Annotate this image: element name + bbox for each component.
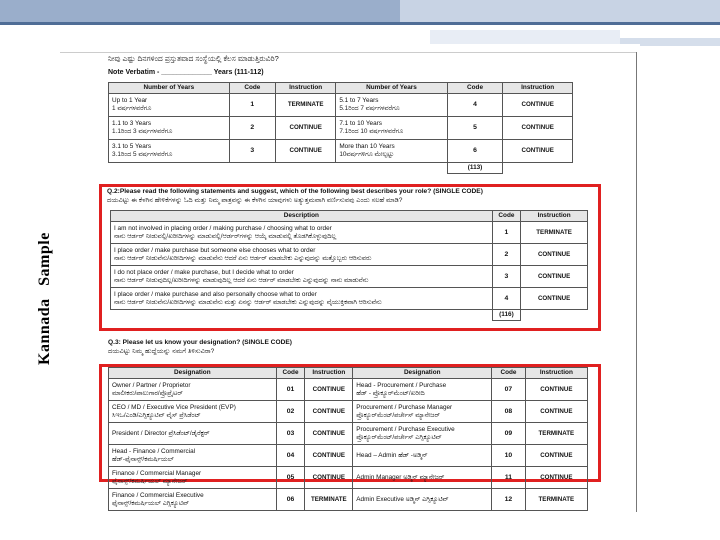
table-row [111, 244, 588, 266]
q3-question-kn: ದಯವಿಟ್ಟು ನಿಮ್ಮ ಹುದ್ದೆಯನ್ನು ನಮಗೆ ತಿಳಿಸುವಿರಾ? [108, 348, 215, 355]
code-cell: 1 [229, 94, 275, 117]
q1-header-code-2: Code [447, 83, 503, 94]
q1-total-row [109, 163, 573, 174]
designation-en: President / Director ಪ್ರೆಸಿಡೆಂಟ್/ಡೈರೆಕ್ಟರ್ [112, 429, 210, 437]
years-en: 7.1 to 10 Years [339, 120, 382, 127]
years-kn: 10ವರ್ಷಗಳಿಗೂ ಮೇಲ್ಪಟ್ಟು [339, 151, 394, 158]
table-row [111, 288, 588, 310]
description-cell [111, 222, 493, 244]
years-kn: 7.1ರಿಂದ 10 ವರ್ಷಗಳವರೆಗೂ [339, 128, 404, 135]
q1-header-instruction: Instruction [276, 83, 336, 94]
years-cell [109, 140, 230, 163]
code-cell: 3 [492, 266, 521, 288]
instruction-cell: CONTINUE [521, 266, 588, 288]
q2-question [107, 187, 597, 205]
designation-en: Head – Admin ಹೆಡ್ -ಅಡ್ಮಿನ್ [356, 451, 428, 459]
slide-header-bar [0, 0, 720, 22]
instruction-cell: CONTINUE [305, 423, 353, 445]
description-kn: ನಾನು ಆರ್ಡರ್ ನೀಡುವೆನು/ಖರೀದಿಗಳನ್ನು ಮಾಡುವೆನು ಆದರೆ ಏನು ಆರ್ಡರ್ ಮಾಡಬೇಕು ಎನ್ನುವುದನ್ನು ಮತ್ತೊಬ್ಬರು ಆರಿಸುವರು [114, 254, 372, 262]
years-cell [336, 117, 447, 140]
questionnaire-page [60, 44, 640, 524]
instruction-cell: CONTINUE [305, 401, 353, 423]
q2-total-spacer [111, 310, 493, 321]
code-cell: 2 [229, 117, 275, 140]
code-cell: 09 [492, 423, 526, 445]
designation-cell [353, 379, 492, 401]
page-right-border [636, 52, 637, 512]
years-kn: 5.1ರಿಂದ 7 ವರ್ಷಗಳವರೆಗೂ [339, 105, 400, 112]
designation-en: CEO / MD / Executive Vice President (EVP) [112, 403, 236, 411]
q3-header-instruction: Instruction [305, 368, 353, 379]
designation-kn: ಪ್ರೊಕ್ಯೂರ್‌ಮೆಂಟ್/ಪರ್ಚೇಸ್ ಎಗ್ಸಿಕ್ಯೂಟಿವ್ [356, 433, 442, 441]
q2-question-en: Q.2:Please read the following statements and suggest, which of the following best describes your role? (SINGLE CODE) [107, 188, 483, 195]
instruction-cell: CONTINUE [305, 445, 353, 467]
page-top-rule [60, 52, 636, 53]
code-cell: 10 [492, 445, 526, 467]
instruction-cell: TERMINATE [525, 489, 587, 511]
instruction-cell: CONTINUE [276, 140, 336, 163]
code-cell: 06 [276, 489, 305, 511]
q2-header-description: Description [111, 211, 493, 222]
years-kn: 3.1ರಿಂದ 5 ವರ್ಷಗಳವರೆಗೂ [112, 151, 173, 158]
designation-cell [109, 489, 277, 511]
description-en: I place order / make purchase but someone else chooses what to order [114, 246, 316, 254]
designation-en: Admin Executive ಅಡ್ಮಿನ್ ಎಗ್ಸಿಕ್ಯೂಟಿವ್ [356, 495, 449, 503]
q1-table [108, 82, 573, 174]
designation-kn: ಪ್ರೊಕ್ಯೂರ್‌ಮೆಂಟ್/ಪರ್ಚೇಸ್ ಮ್ಯಾನೇಜರ್ [356, 411, 440, 419]
designation-cell [353, 423, 492, 445]
q3-table [108, 367, 588, 511]
description-en: I do not place order / make purchase, but I decide what to order [114, 268, 294, 276]
years-cell [336, 140, 447, 163]
instruction-cell: CONTINUE [525, 467, 587, 489]
q1-header-years: Number of Years [109, 83, 230, 94]
q3-header-code-2: Code [492, 368, 526, 379]
designation-en: Finance / Commercial Manager [112, 469, 202, 477]
table-row [109, 467, 588, 489]
years-cell [109, 94, 230, 117]
designation-kn: ಸಿಇಒ/ಎಂಡಿ/ಎಗ್ಸಿಕ್ಯೂಟಿವ್ ವೈಸ್ ಪ್ರೆಸಿಡೆಂಟ್ [112, 411, 201, 419]
designation-kn: ಹೆಡ್ - ಪ್ರೊಕ್ಯೂರ್‌ಮೆಂಟ್/ಖರೀದಿ [356, 389, 425, 397]
years-en: Up to 1 Year [112, 97, 148, 104]
code-cell: 4 [447, 94, 503, 117]
table-row [109, 140, 573, 163]
designation-kn: ಫೈನಾನ್ಸ್/ಕಮರ್ಷಿಯಲ್ ಎಗ್ಸಿಕ್ಯೂಟಿವ್ [112, 499, 190, 507]
designation-cell [109, 379, 277, 401]
years-en: 5.1 to 7 Years [339, 97, 379, 104]
instruction-cell: CONTINUE [521, 244, 588, 266]
table-row [111, 266, 588, 288]
q1-header-code: Code [229, 83, 275, 94]
q1-total-spacer-2 [503, 163, 573, 174]
code-cell: 05 [276, 467, 305, 489]
q3-header-row [109, 368, 588, 379]
designation-cell [109, 423, 277, 445]
description-en: I am not involved in placing order / making purchase / choosing what to order [114, 224, 332, 232]
header-band-dark [0, 0, 400, 22]
description-en: I place order / make purchase and also personally choose what to order [114, 290, 317, 298]
instruction-cell: TERMINATE [276, 94, 336, 117]
code-cell: 2 [492, 244, 521, 266]
instruction-cell: CONTINUE [503, 117, 573, 140]
description-kn: ನಾನು ಆರ್ಡರ್ ನೀಡುವುದಿಲ್ಲ/ಖರೀದಿಗಳನ್ನು ಮಾಡುವುದಿಲ್ಲ ಆದರೆ ಏನು ಆರ್ಡರ್ ಮಾಡಬೇಕು ಎನ್ನುವುದನ್ನು ನಾನು ಮಾಡುವೆನು [114, 276, 369, 284]
q3-header-code: Code [276, 368, 305, 379]
description-cell [111, 288, 493, 310]
table-row [109, 94, 573, 117]
code-cell: 03 [276, 423, 305, 445]
q1-question: ನೀವು ಎಷ್ಟು ದಿನಗಳಿಂದ ಪ್ರಸ್ತುತವಾದ ಸಂಸ್ಥೆಯಲ್ಲಿ ಕೆಲಸ ಮಾಡುತ್ತಿರುವಿರಿ? [108, 54, 279, 63]
q2-header-row [111, 211, 588, 222]
table-row [111, 222, 588, 244]
code-cell: 07 [492, 379, 526, 401]
code-cell: 6 [447, 140, 503, 163]
designation-kn: ಹೆಡ್-ಫೈನಾನ್ಸ್/ಕಮರ್ಷಿಯಲ್ [112, 455, 174, 463]
designation-cell [353, 467, 492, 489]
instruction-cell: CONTINUE [525, 379, 587, 401]
q2-total-spacer-2 [521, 310, 588, 321]
designation-en: Owner / Partner / Proprietor [112, 381, 191, 389]
code-cell: 11 [492, 467, 526, 489]
q3-header-designation: Designation [109, 368, 277, 379]
instruction-cell: TERMINATE [305, 489, 353, 511]
designation-cell [109, 445, 277, 467]
instruction-cell: CONTINUE [276, 117, 336, 140]
code-cell: 4 [492, 288, 521, 310]
header-band-light [400, 0, 720, 22]
instruction-cell: CONTINUE [525, 445, 587, 467]
description-cell [111, 244, 493, 266]
q1-total: (113) [447, 163, 503, 174]
q3-question [108, 338, 598, 356]
q2-table [110, 210, 588, 321]
table-row [109, 379, 588, 401]
instruction-cell: CONTINUE [305, 467, 353, 489]
table-row [109, 423, 588, 445]
code-cell: 5 [447, 117, 503, 140]
designation-en: Head - Finance / Commercial [112, 447, 196, 455]
table-row [109, 445, 588, 467]
designation-en: Admin Manager ಅಡ್ಮಿನ್ ಮ್ಯಾನೇಜರ್ [356, 473, 445, 481]
designation-cell [353, 489, 492, 511]
code-cell: 3 [229, 140, 275, 163]
designation-en: Finance / Commercial Executive [112, 491, 204, 499]
designation-cell [109, 467, 277, 489]
code-cell: 04 [276, 445, 305, 467]
years-cell [336, 94, 447, 117]
instruction-cell: TERMINATE [525, 423, 587, 445]
description-cell [111, 266, 493, 288]
side-label: Kannada Sample [36, 232, 53, 365]
q1-header-instruction-2: Instruction [503, 83, 573, 94]
instruction-cell: CONTINUE [521, 288, 588, 310]
description-kn: ನಾನು ಆರ್ಡರ್ ನೀಡುವಲ್ಲಿ/ಖರೀದಿಗಳನ್ನು ಮಾಡುವಲ್ಲಿ/ಆರ್ಡರ್‌ಗಳನ್ನು ಆಯ್ಕೆ ಮಾಡುವಲ್ಲಿ ತೊಡಗಿಕೊಳ್ಳುವುದಿಲ್ಲ [114, 232, 337, 240]
header-rule [0, 22, 720, 25]
instruction-cell: CONTINUE [525, 401, 587, 423]
header-accent [430, 30, 620, 44]
q2-header-code: Code [492, 211, 521, 222]
code-cell: 08 [492, 401, 526, 423]
q1-total-spacer [109, 163, 448, 174]
instruction-cell: TERMINATE [521, 222, 588, 244]
q3-header-instruction-2: Instruction [525, 368, 587, 379]
years-en: 1.1 to 3 Years [112, 120, 152, 127]
q2-total: (116) [492, 310, 521, 321]
q2-header-instruction: Instruction [521, 211, 588, 222]
designation-kn: ಮಾಲೀಕರು/ಪಾಲುಗಾರ/ಪ್ರೊಪ್ರೈಟರ್ [112, 389, 183, 397]
designation-cell [353, 401, 492, 423]
table-row [109, 489, 588, 511]
table-row [109, 401, 588, 423]
years-cell [109, 117, 230, 140]
q2-question-kn: ದಯವಿಟ್ಟು ಈ ಕೆಳಗಿನ ಹೇಳಿಕೆಗಳನ್ನು ಓದಿ ಮತ್ತು ನಿಮ್ಮ ಪಾತ್ರವನ್ನು ಈ ಕೆಳಗಿನ ಯಾವುಗಳು ಅತ್ಯುತ್ತಮವಾಗಿ ವರ್ಣಿಸುವವು ಎಂದು ಸಲಹೆ ಮಾಡಿ? [107, 197, 403, 204]
instruction-cell: CONTINUE [503, 94, 573, 117]
designation-en: Procurement / Purchase Manager [356, 403, 453, 411]
designation-en: Procurement / Purchase Executive [356, 425, 455, 433]
table-row [109, 117, 573, 140]
q1-note: Note Verbatim - _____________ Years (111-112) [108, 69, 264, 76]
q3-question-en: Q.3: Please let us know your designation? (SINGLE CODE) [108, 339, 292, 346]
years-en: More than 10 Years [339, 143, 395, 150]
designation-cell [109, 401, 277, 423]
code-cell: 01 [276, 379, 305, 401]
instruction-cell: CONTINUE [503, 140, 573, 163]
q1-header-row [109, 83, 573, 94]
designation-cell [353, 445, 492, 467]
instruction-cell: CONTINUE [305, 379, 353, 401]
years-en: 3.1 to 5 Years [112, 143, 152, 150]
code-cell: 1 [492, 222, 521, 244]
q2-total-row [111, 310, 588, 321]
designation-kn: ಫೈನಾನ್ಸ್/ಕಮರ್ಷಿಯಲ್ ಮ್ಯಾನೇಜರ್ [112, 477, 188, 485]
code-cell: 12 [492, 489, 526, 511]
years-kn: 1.1ರಿಂದ 3 ವರ್ಷಗಳವರೆಗೂ [112, 128, 173, 135]
designation-en: Head - Procurement / Purchase [356, 381, 447, 389]
q3-header-designation-2: Designation [353, 368, 492, 379]
description-kn: ನಾನು ಆರ್ಡರ್ ನೀಡುವೆನು/ಖರೀದಿಗಳನ್ನು ಮಾಡುವೆನು ಮತ್ತು ಏನನ್ನು ಆರ್ಡರ್ ಮಾಡಬೇಕು ಎನ್ನುವುದನ್ನು ವೈಯುಕ್ತಿಕವಾಗಿ ಆರಿಸುವೆನು [114, 298, 382, 306]
years-kn: 1 ವರ್ಷಗಳವರೆಗೂ [112, 105, 152, 112]
q1-header-years-2: Number of Years [336, 83, 447, 94]
code-cell: 02 [276, 401, 305, 423]
